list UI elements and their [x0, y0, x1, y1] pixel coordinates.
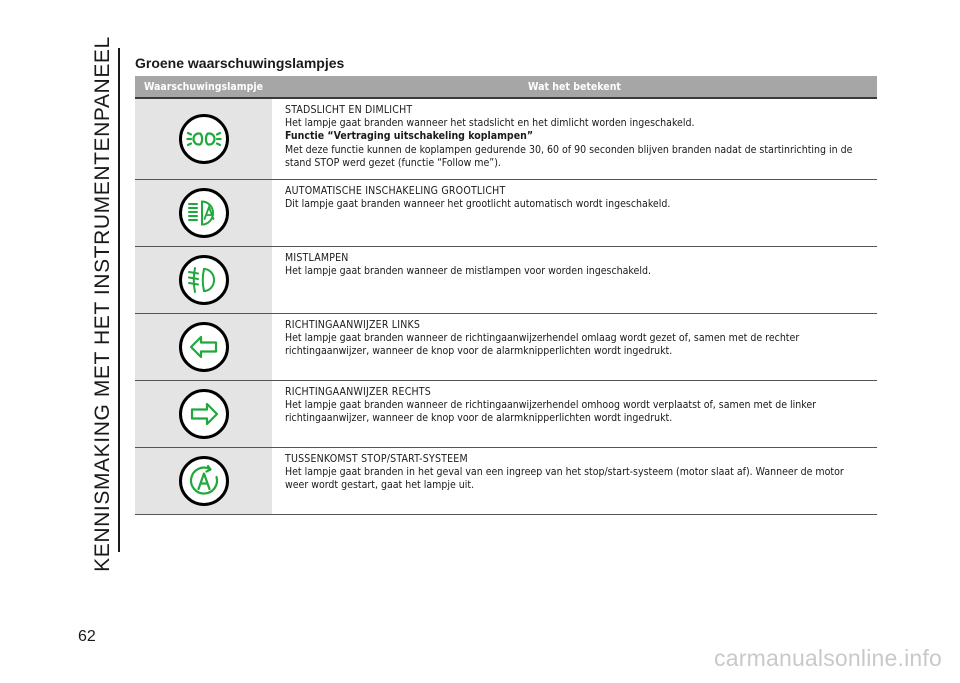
warning-lights-table: [135, 76, 877, 515]
icon-cell: [135, 314, 272, 380]
row-text: [272, 247, 877, 313]
side-lights-icon: [178, 113, 230, 165]
row-text: [272, 180, 877, 246]
row-description: Dit lampje gaat branden wanneer het grootlicht automatisch wordt ingeschakeld.: [285, 198, 671, 211]
table-header: [135, 76, 877, 97]
table-row: [135, 381, 877, 448]
table-row: [135, 448, 877, 515]
row-extra: Met deze functie kunnen de koplampen gedurende 30, 60 of 90 seconden blijven branden nadat de startinrichting in de stand STOP werd gezet (functie “Follow me”).: [285, 143, 853, 169]
page-number: 62: [78, 628, 96, 645]
row-title: TUSSENKOMST STOP/START-SYSTEEM: [285, 453, 468, 465]
row-title: MISTLAMPEN: [285, 252, 349, 264]
right-turn-signal-icon: [178, 388, 230, 440]
table-row: [135, 180, 877, 247]
section-title: Groene waarschuwingslampjes: [135, 55, 345, 71]
header-meaning: Wat het betekent: [528, 80, 621, 93]
row-title: RICHTINGAANWIJZER RECHTS: [285, 386, 431, 398]
row-text: [272, 448, 877, 514]
row-description: Het lampje gaat branden in het geval van een ingreep van het stop/start-systeem (motor slaat af). Wanneer de motor weer wordt gestart, gaat het lampje uit.: [285, 466, 844, 492]
icon-cell: [135, 448, 272, 514]
left-turn-signal-icon: [178, 321, 230, 373]
row-title: STADSLICHT EN DIMLICHT: [285, 104, 413, 116]
chapter-title-text: KENNISMAKING MET HET INSTRUMENTENPANEEL: [91, 36, 114, 572]
chapter-divider: [118, 48, 120, 552]
row-text: [272, 381, 877, 447]
icon-cell: [135, 180, 272, 246]
row-description: Het lampje gaat branden wanneer de mistlampen voor worden ingeschakeld.: [285, 265, 651, 278]
stop-start-icon: [178, 455, 230, 507]
table-row: [135, 314, 877, 381]
row-subtitle: Functie “Vertraging uitschakeling koplampen”: [285, 130, 534, 143]
icon-cell: [135, 99, 272, 179]
icon-cell: [135, 247, 272, 313]
watermark: carmanualsonline.info: [714, 645, 942, 671]
fog-lights-icon: [178, 254, 230, 306]
auto-high-beam-icon: [178, 187, 230, 239]
table-row: [135, 247, 877, 314]
row-description: Het lampje gaat branden wanneer de richtingaanwijzerhendel omlaag wordt gezet of, samen met de rechter richtingaanwijzer, wanneer de knop voor de alarmknipperlichten wordt ingedrukt.: [285, 332, 800, 358]
chapter-title: [88, 36, 118, 572]
row-title: AUTOMATISCHE INSCHAKELING GROOTLICHT: [285, 185, 506, 197]
icon-cell: [135, 381, 272, 447]
row-description: Het lampje gaat branden wanneer de richtingaanwijzerhendel omhoog wordt verplaatst of, samen met de linker richtingaanwijzer, wanneer de knop voor de alarmknipperlichten wordt ingedrukt.: [285, 399, 817, 425]
row-text: [272, 314, 877, 380]
row-title: RICHTINGAANWIJZER LINKS: [285, 319, 421, 331]
row-description: Het lampje gaat branden wanneer het stadslicht en het dimlicht worden ingeschakeld.: [285, 117, 695, 130]
table-row: [135, 99, 877, 180]
row-text: [272, 99, 877, 179]
header-warning-light: Waarschuwingslampje: [143, 80, 264, 93]
